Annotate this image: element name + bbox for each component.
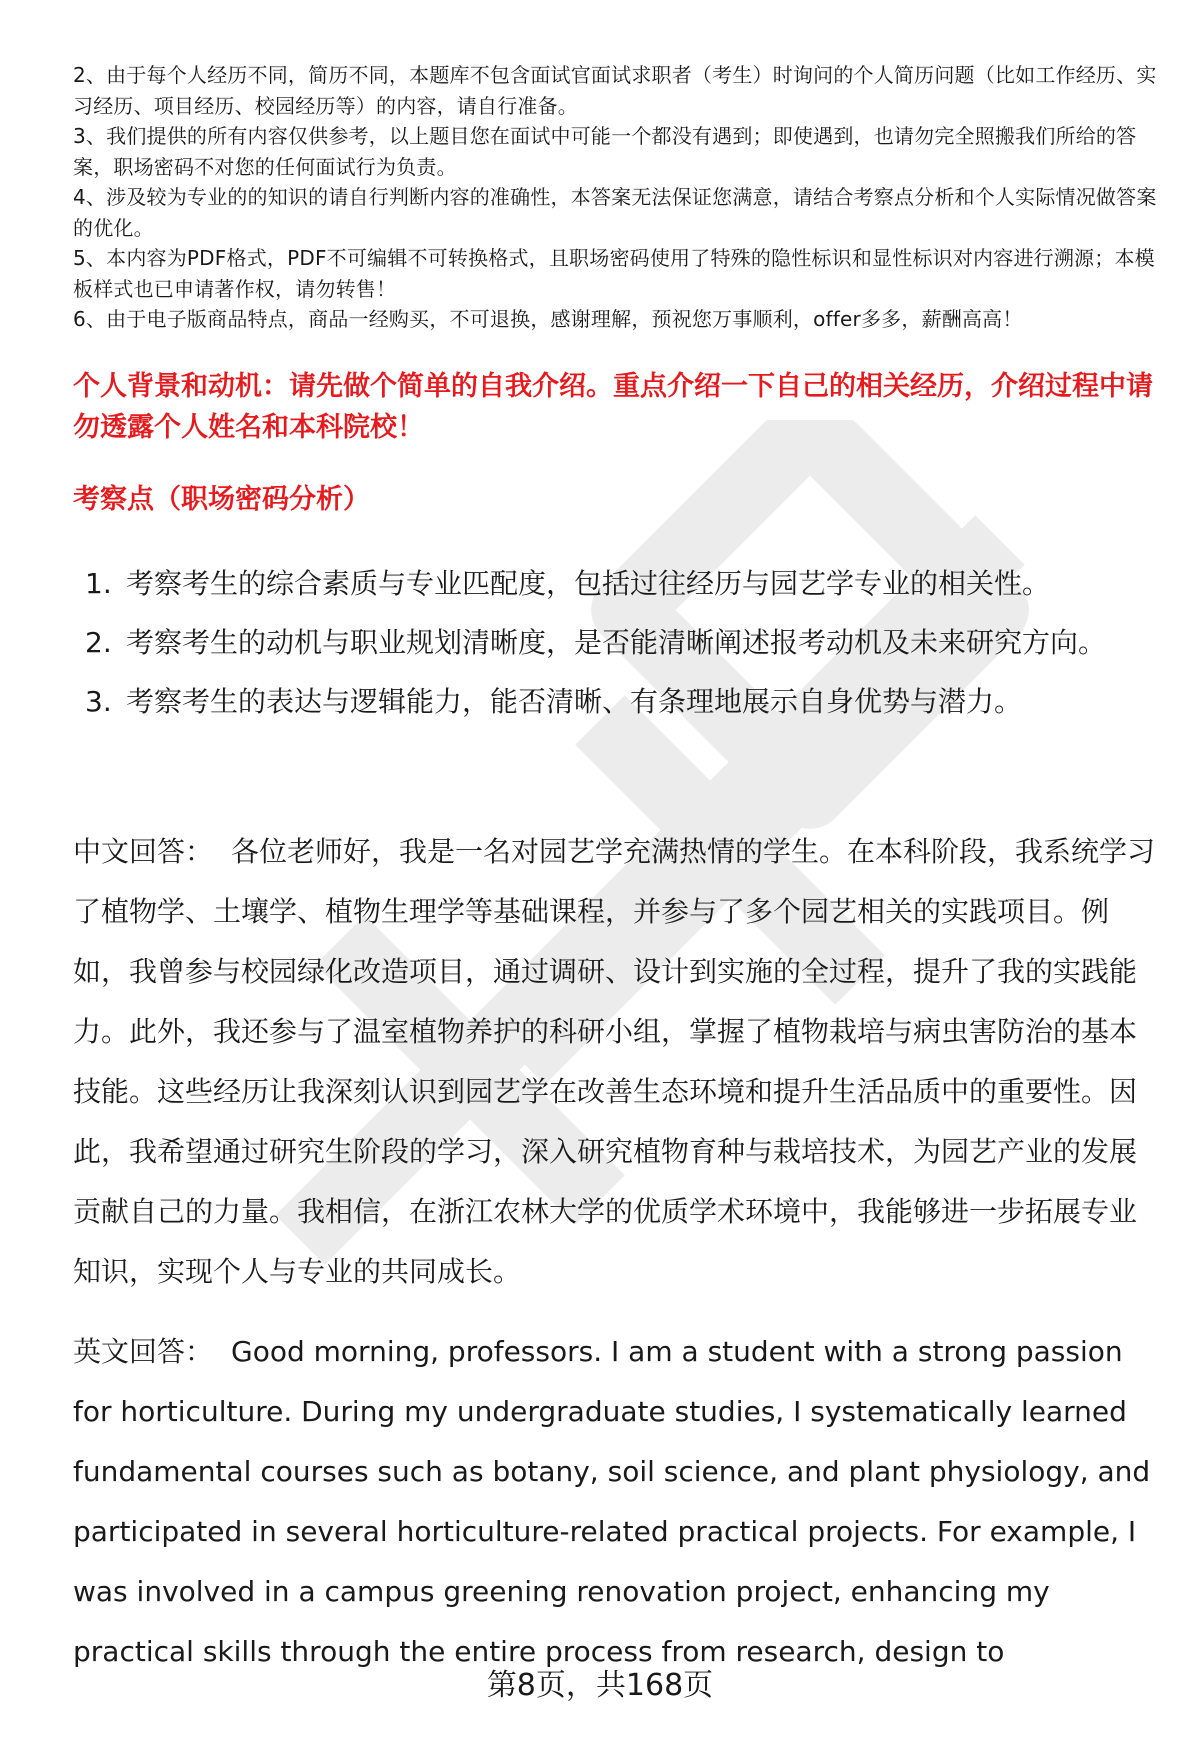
note-item: 3、我们提供的所有内容仅供参考，以上题目您在面试中可能一个都没有遇到；即使遇到，也请勿完全照搬我们所给的答案，职场密码不对您的任何面试行为负责。	[73, 124, 1137, 179]
english-answer-label: 英文回答：	[73, 1335, 214, 1368]
chinese-answer-label: 中文回答：	[73, 835, 214, 868]
analysis-point	[73, 554, 1163, 613]
analysis-points	[73, 554, 1163, 731]
point-number: 2.	[85, 626, 112, 659]
point-number: 1.	[85, 567, 112, 600]
analysis-point	[73, 672, 1163, 731]
point-text: 考察考生的表达与逻辑能力，能否清晰、有条理地展示自身优势与潜力。	[126, 685, 1023, 718]
english-answer-text: Good morning, professors. I am a student with a strong passion for horticulture. During my undergraduate studies, I systematically learned fundamental courses such as botany, soil science, and plant physiology, and participated in several horticulture-related practical projects. For example, I was involved in a campus greening renovation project, enhancing my practical skills through the entire process from research, design to	[73, 1335, 1151, 1668]
point-number: 3.	[85, 685, 112, 718]
chinese-answer-text: 各位老师好，我是一名对园艺学充满热情的学生。在本科阶段，我系统学习了植物学、土壤学、植物生理学等基础课程，并参与了多个园艺相关的实践项目。例如，我曾参与校园绿化改造项目，通过调研、设计到实施的全过程，提升了我的实践能力。此外，我还参与了温室植物养护的科研小组，掌握了植物栽培与病虫害防治的基本技能。这些经历让我深刻认识到园艺学在改善生态环境和提升生活品质中的重要性。因此，我希望通过研究生阶段的学习，深入研究植物育种与栽培技术，为园艺产业的发展贡献自己的力量。我相信，在浙江农林大学的优质学术环境中，我能够进一步拓展专业知识，实现个人与专业的共同成长。	[73, 835, 1156, 1288]
note-item: 6、由于电子版商品特点，商品一经购买，不可退换，感谢理解，预祝您万事顺利，offer多多，薪酬高高！	[73, 307, 1023, 331]
note-item: 2、由于每个人经历不同，简历不同，本题库不包含面试官面试求职者（考生）时询问的个人简历问题（比如工作经历、实习经历、项目经历、校园经历等）的内容，请自行准备。	[73, 63, 1157, 118]
point-text: 考察考生的动机与职业规划清晰度，是否能清晰阐述报考动机及未来研究方向。	[126, 626, 1107, 659]
point-text: 考察考生的综合素质与专业匹配度，包括过往经历与园艺学专业的相关性。	[126, 567, 1051, 600]
question-heading: 个人背景和动机：请先做个简单的自我介绍。重点介绍一下自己的相关经历，介绍过程中请勿透露个人姓名和本科院校！	[73, 371, 1153, 443]
note-item: 5、本内容为PDF格式，PDF不可编辑不可转换格式，且职场密码使用了特殊的隐性标识和显性标识对内容进行溯源；本模板样式也已申请著作权，请勿转售！	[73, 246, 1155, 301]
analysis-title: 考察点（职场密码分析）	[73, 484, 370, 515]
note-item: 4、涉及较为专业的的知识的请自行判断内容的准确性，本答案无法保证您满意，请结合考察点分析和个人实际情况做答案的优化。	[73, 185, 1157, 240]
notes-list	[73, 60, 1163, 335]
page-number: 第8页，共168页	[486, 1668, 714, 1703]
english-answer	[73, 1322, 1163, 1682]
chinese-answer	[73, 822, 1163, 1302]
analysis-point	[73, 613, 1163, 672]
